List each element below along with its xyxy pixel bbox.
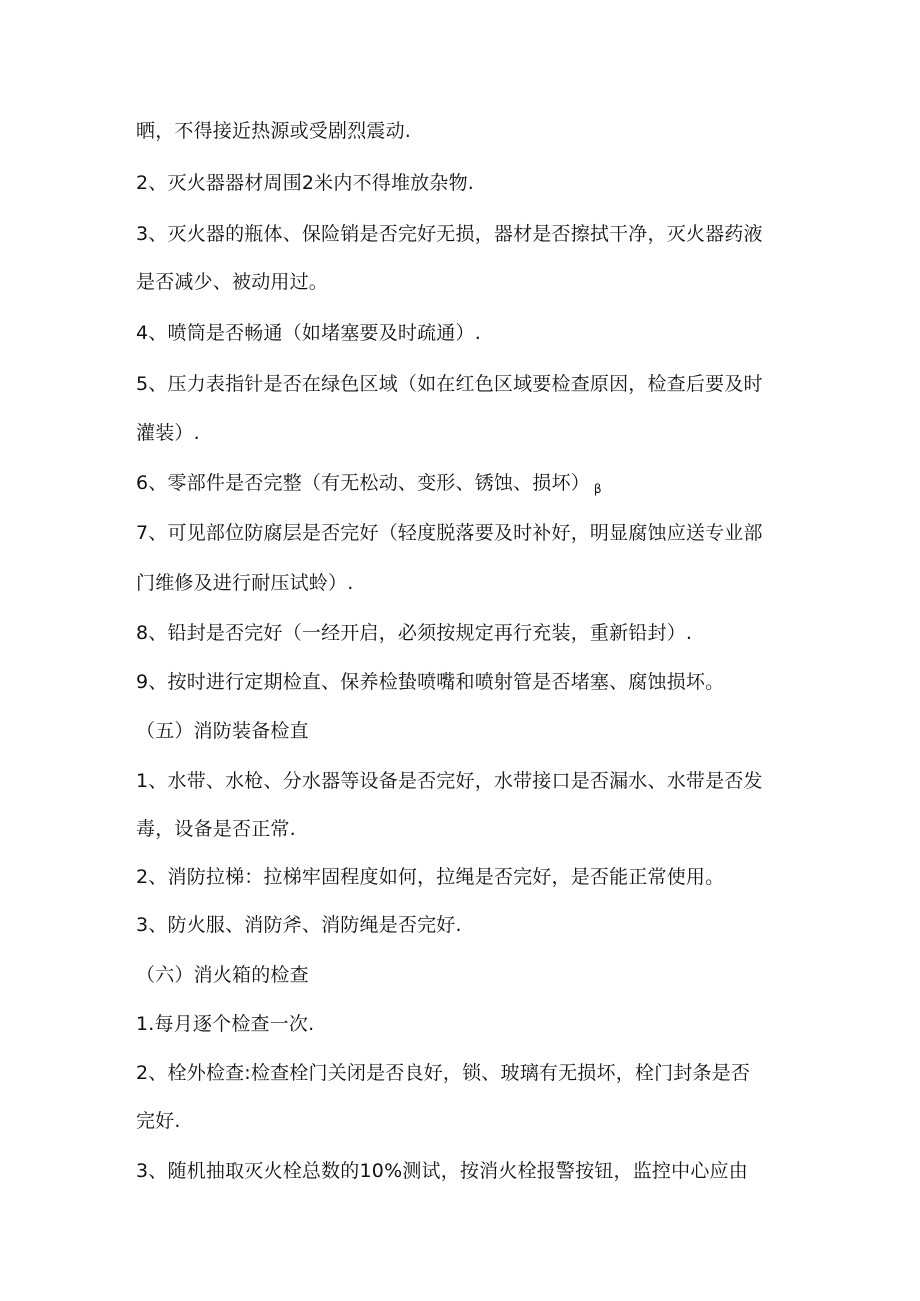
text-line-4: 是否减少、被动用过。 — [136, 271, 329, 293]
text-line-5: 4、喷筒是否畅通（如堵塞要及时疏通）. — [136, 322, 481, 344]
text-line-10: 门维修及进行耐压试蛉）. — [136, 572, 354, 594]
text-line-3: 3、灭火器的瓶体、保险销是否完好无损，器材是否擦拭干净，灭火器药液 — [136, 223, 763, 245]
text-line-15: 2、消防拉梯：拉梯牢固程度如何，拉绳是否完好，是否能正常使用。 — [136, 866, 725, 888]
section-heading-5: （五）消防装备检直 — [136, 720, 309, 742]
text-line-16: 3、防火服、消防斧、消防绳是否完好. — [136, 914, 462, 936]
text-line-6: 5、压力表指针是否在绿色区域（如在红色区域要检查原因，检查后要及时 — [136, 373, 763, 395]
text-line-20: 3、随机抽取灭火栓总数的10%测试，按消火栓报警按钮，监控中心应由 — [136, 1160, 748, 1182]
text-line-1: 晒，不得接近热源或受剧烈震动. — [136, 120, 412, 142]
text-line-18: 2、栓外检查:检查栓门关闭是否良好，锁、玻璃有无损坏，栓门封条是否 — [136, 1062, 751, 1084]
text-line-7: 灌装）. — [136, 422, 200, 444]
text-line-19: 完好. — [136, 1110, 181, 1132]
text-line-9: 7、可见部位防腐层是否完好（轻度脱落要及时补好，明显腐蚀应送专业部 — [136, 522, 763, 544]
text-line-11: 8、铅封是否完好（一经开启，必须按规定再行充装，重新铅封）. — [136, 622, 693, 644]
text-line-12: 9、按时进行定期检直、保养检蛰喷嘴和喷射管是否堵塞、腐蚀损坏。 — [136, 671, 725, 693]
text-line-8 — [136, 470, 796, 502]
text-line-14: 毒，设备是否正常. — [136, 818, 296, 840]
section-heading-6: （六）消火箱的检查 — [136, 964, 309, 986]
text-line-17: 1.每月逐个检查一次. — [136, 1013, 315, 1035]
text-line-13: 1、水带、水枪、分水器等设备是否完好，水带接口是否漏水、水带是否发 — [136, 770, 763, 792]
text-line-2: 2、灭火器器材周围2米内不得堆放杂物. — [136, 172, 475, 194]
text-line-8-main: 6、零部件是否完整（有无松动、变形、锈蚀、损坏） — [136, 472, 590, 494]
text-line-8-suffix: β — [593, 482, 602, 496]
